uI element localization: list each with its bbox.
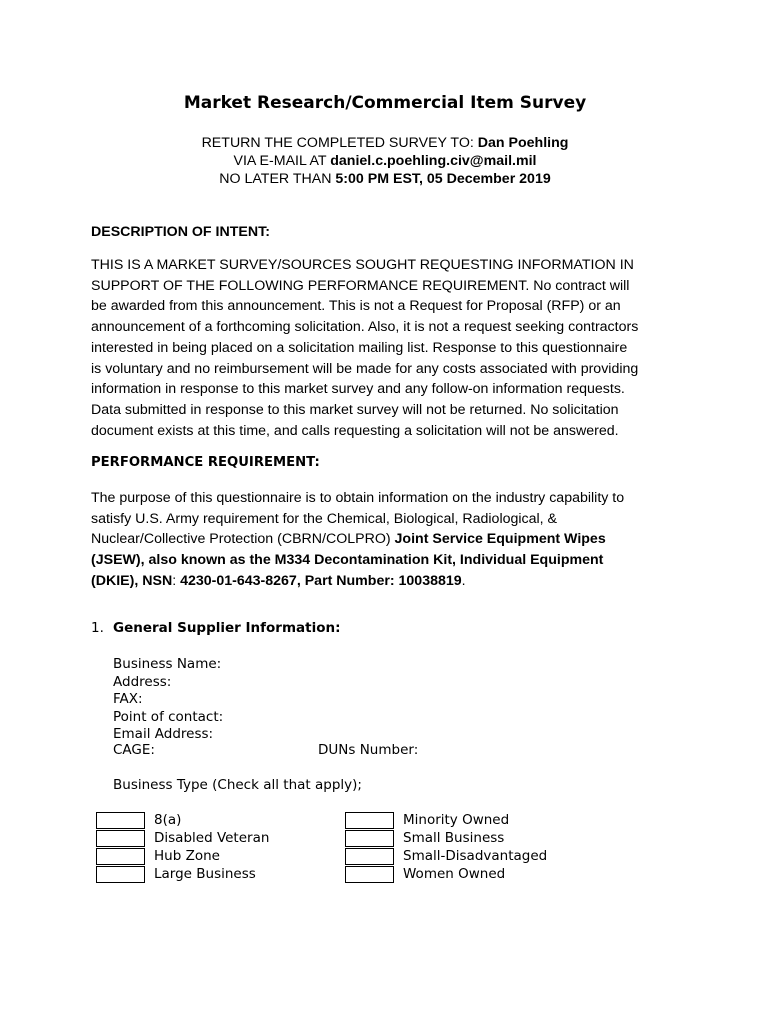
performance-line xyxy=(91,529,691,550)
cage-field[interactable]: CAGE: xyxy=(113,742,155,758)
performance-line: satisfy U.S. Army requirement for the Chemical, Biological, Radiological, & xyxy=(91,510,558,527)
intent-heading: DESCRIPTION OF INTENT: xyxy=(91,224,270,240)
checkbox-disabled-veteran[interactable] xyxy=(96,830,145,847)
intent-line: is voluntary and no reimbursement will be made for any costs associated with providing xyxy=(91,360,639,377)
intent-line: interested in being placed on a solicitation mailing list. Response to this questionnaire xyxy=(91,339,628,356)
nsn-separator: : xyxy=(172,572,181,589)
performance-text: Nuclear/Collective Protection (CBRN/COLPRO) xyxy=(91,531,395,548)
checkbox-large-business[interactable] xyxy=(96,866,145,883)
intent-line: SUPPORT OF THE FOLLOWING PERFORMANCE REQUIREMENT. No contract will xyxy=(91,277,630,294)
item-name: Joint Service Equipment Wipes xyxy=(394,531,606,548)
performance-line: The purpose of this questionnaire is to obtain information on the industry capability to xyxy=(91,490,625,506)
checkbox-women-owned[interactable] xyxy=(345,866,394,883)
checkbox-minority-owned[interactable] xyxy=(345,812,394,829)
email-label: VIA E-MAIL AT xyxy=(233,153,331,169)
return-to-line xyxy=(0,135,770,151)
section-title: General Supplier Information: xyxy=(113,620,341,636)
intent-paragraph xyxy=(91,255,691,441)
point-of-contact-field[interactable]: Point of contact: xyxy=(113,708,224,725)
email-line xyxy=(0,153,770,169)
checkbox-small-disadvantaged[interactable] xyxy=(345,848,394,865)
email-address-field[interactable]: Email Address: xyxy=(113,726,214,743)
deadline-label: NO LATER THAN xyxy=(219,171,336,187)
business-type-prompt: Business Type (Check all that apply); xyxy=(113,777,362,793)
performance-paragraph xyxy=(91,488,691,592)
option-label-large-business: Large Business xyxy=(154,866,256,882)
page-title: Market Research/Commercial Item Survey xyxy=(183,93,587,113)
checkbox-8a[interactable] xyxy=(96,812,145,829)
intent-line: information in response to this market survey and any follow-on information requests. xyxy=(91,381,625,398)
option-label-8a: 8(a) xyxy=(154,812,182,828)
nsn-label: (DKIE), NSN xyxy=(91,572,173,589)
deadline-value: 5:00 PM EST, 05 December 2019 xyxy=(335,171,551,187)
address-field[interactable]: Address: xyxy=(113,673,172,690)
performance-line xyxy=(91,550,691,571)
performance-heading: PERFORMANCE REQUIREMENT: xyxy=(91,455,320,470)
intent-line: announcement of a forthcoming solicitation. Also, it is not a request seeking contractors xyxy=(91,319,639,336)
item-name-cont: (JSEW), also known as the M334 Decontamination Kit, Individual Equipment xyxy=(91,552,604,569)
option-label-small-disadvantaged: Small-Disadvantaged xyxy=(403,848,548,864)
business-name-field[interactable]: Business Name: xyxy=(113,656,222,672)
intent-line: Data submitted in response to this market survey will not be returned. No solicitation xyxy=(91,401,619,418)
section-number: 1. xyxy=(91,620,104,636)
option-label-hub-zone: Hub Zone xyxy=(154,848,220,864)
sentence-end: . xyxy=(461,572,466,589)
option-label-small-business: Small Business xyxy=(403,830,505,846)
nsn-part-number: 4230-01-643-8267, Part Number: 10038819 xyxy=(180,572,462,589)
checkbox-small-business[interactable] xyxy=(345,830,394,847)
option-label-minority-owned: Minority Owned xyxy=(403,812,510,828)
checkbox-hub-zone[interactable] xyxy=(96,848,145,865)
return-to-label: RETURN THE COMPLETED SURVEY TO: xyxy=(201,135,478,151)
intent-line: document exists at this time, and calls requesting a solicitation will not be answered. xyxy=(91,422,619,439)
fax-field[interactable]: FAX: xyxy=(113,691,143,708)
intent-line: be awarded from this announcement. This is not a Request for Proposal (RFP) or an xyxy=(91,298,621,315)
contact-email-link[interactable]: daniel.c.poehling.civ@mail.mil xyxy=(330,153,537,169)
option-label-women-owned: Women Owned xyxy=(403,866,506,882)
performance-line xyxy=(91,571,691,592)
contact-name: Dan Poehling xyxy=(477,135,569,151)
option-label-disabled-veteran: Disabled Veteran xyxy=(154,830,270,846)
deadline-line xyxy=(0,171,770,187)
duns-number-field[interactable]: DUNs Number: xyxy=(318,742,419,758)
intent-line: THIS IS A MARKET SURVEY/SOURCES SOUGHT REQUESTING INFORMATION IN xyxy=(91,257,634,273)
